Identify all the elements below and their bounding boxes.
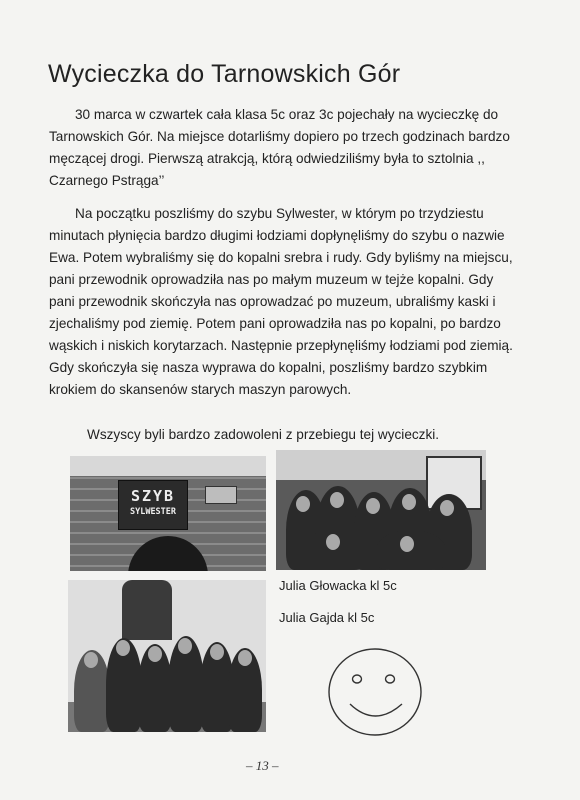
plaque xyxy=(205,486,237,504)
photo-group-outdoors xyxy=(68,580,266,732)
shaft-sign xyxy=(118,480,188,530)
closing-sentence: Wszyscy byli bardzo zadowoleni z przebiegu tej wycieczki. xyxy=(87,427,440,442)
page-number: – 13 – xyxy=(246,758,279,773)
photo-group-indoors xyxy=(276,450,486,570)
paragraph-body xyxy=(49,203,519,401)
paragraph-intro xyxy=(49,104,519,192)
smiley-face-icon xyxy=(326,646,424,738)
author-caption: Julia Gajda kl 5c xyxy=(279,610,375,625)
paragraph-text: 30 marca w czwartek cała klasa 5c oraz 3c pojechały na wycieczkę do Tarnowskich Gór. Na miejsce dotarliśmy dopiero po trzech godzinach bardzo męczącej drogi. Pierwszą atrakcją, którą odwiedziliśmy była to sztolnia ,, Czarnego Pstrąga’’ xyxy=(49,107,510,188)
photo-szyb-sylwester xyxy=(70,456,266,571)
article-title: Wycieczka do Tarnowskich Gór xyxy=(48,60,401,88)
sign-line-1: SZYB xyxy=(130,487,176,505)
author-caption: Julia Głowacka kl 5c xyxy=(279,578,397,593)
sign-line-2: SYLWESTER xyxy=(129,507,177,517)
paragraph-text: Na początku poszliśmy do szybu Sylwester, w którym po trzydziestu minutach płynięcia bardzo długimi łodziami dopłynęliśmy do szybu o nazwie Ewa. Potem wybraliśmy się do kopalni srebra i rudy. Gdy byliśmy na miejscu, pani przewodnik oprowadziła nas po małym muzeum w tejże kopalni. Gdy pani przewodnik skończyła nas oprowadzać po muzeum, ubraliśmy kaski i zjechaliśmy pod ziemię. Potem pani oprowadziła nas po kopalni, po bardzo wąskich i niskich korytarzach. Następnie przepłynęliśmy łodziami pod ziemią. Gdy skończyła się nasza wyprawa do kopalni, poszliśmy bardzo szybkim krokiem do skansenów starych maszyn parowych. xyxy=(49,206,513,397)
